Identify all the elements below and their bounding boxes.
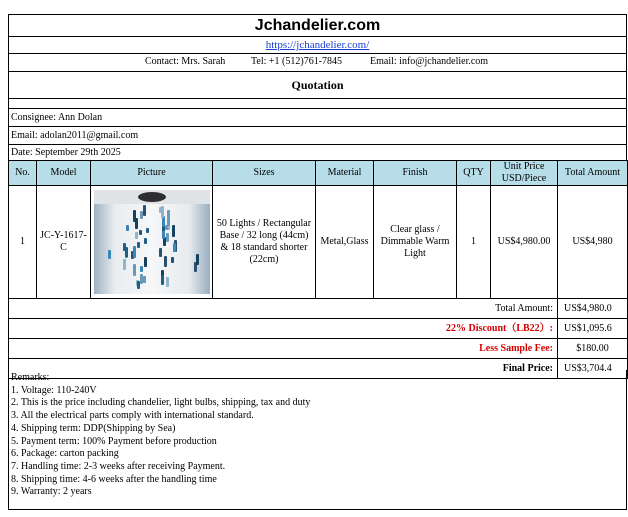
glass-drop bbox=[146, 228, 149, 233]
glass-drop bbox=[171, 257, 174, 263]
glass-drop bbox=[143, 276, 146, 283]
glass-drop bbox=[161, 206, 164, 219]
total-amount-label: Total Amount: bbox=[9, 299, 558, 319]
glass-drop bbox=[173, 243, 176, 252]
remarks-title: Remarks: bbox=[11, 372, 50, 383]
final-price-label: Final Price: bbox=[9, 359, 558, 379]
discount-row bbox=[9, 319, 628, 339]
final-price-value: US$3,704.4 bbox=[558, 359, 628, 379]
glass-drop bbox=[133, 264, 136, 276]
glass-drop bbox=[167, 217, 170, 226]
remark-item: 9. Warranty: 2 years bbox=[11, 486, 92, 498]
col-picture: Picture bbox=[91, 161, 213, 186]
col-sizes: Sizes bbox=[213, 161, 316, 186]
col-unit-price: Unit Price USD/Piece bbox=[491, 161, 558, 186]
total-amount-value: US$4,980.0 bbox=[558, 299, 628, 319]
row-no: 1 bbox=[9, 186, 37, 299]
glass-drop bbox=[162, 231, 165, 239]
sample-fee-value: $180.00 bbox=[558, 339, 628, 359]
glass-drop bbox=[166, 233, 169, 242]
contact-person: Contact: Mrs. Sarah bbox=[145, 56, 226, 67]
doc-title: Quotation bbox=[291, 77, 344, 92]
row-model: JC-Y-1617-C bbox=[37, 186, 91, 299]
row-material: Metal,Glass bbox=[316, 186, 374, 299]
website-row bbox=[8, 37, 627, 54]
row-sizes: 50 Lights / Rectangular Base / 32 long (44cm) & 18 standard shorter (22cm) bbox=[213, 186, 316, 299]
company-name: Jchandelier.com bbox=[254, 16, 381, 34]
quote-table bbox=[8, 160, 628, 379]
remark-item: 8. Shipping time: 4-6 weeks after the handling time bbox=[11, 473, 217, 485]
row-unit-price: US$4,980.00 bbox=[491, 186, 558, 299]
glass-drop bbox=[133, 246, 136, 258]
consignee-row bbox=[8, 109, 627, 127]
remark-item: 7. Handling time: 2-3 weeks after receiving Payment. bbox=[11, 460, 226, 472]
remark-item: 4. Shipping term: DDP(Shipping by Sea) bbox=[11, 422, 176, 434]
remarks-block bbox=[8, 370, 627, 510]
contact-email: Email: info@jchandelier.com bbox=[370, 56, 489, 67]
customer-email-row bbox=[8, 127, 627, 145]
glass-drop bbox=[135, 218, 138, 228]
glass-drop bbox=[140, 274, 143, 284]
doc-title-row bbox=[8, 72, 627, 99]
sample-fee-label: Less Sample Fee: bbox=[9, 339, 558, 359]
glass-drop bbox=[108, 250, 111, 259]
website-link[interactable]: https://jchandelier.com/ bbox=[265, 39, 370, 51]
glass-drop bbox=[144, 238, 147, 244]
table-header-row bbox=[9, 161, 628, 186]
col-material: Material bbox=[316, 161, 374, 186]
remark-item: 2. This is the price including chandelier, light bulbs, shipping, tax and duty bbox=[11, 397, 311, 409]
remark-item: 6. Package: carton packing bbox=[11, 448, 119, 460]
row-total: US$4,980 bbox=[558, 186, 628, 299]
glass-drop bbox=[144, 257, 147, 267]
contact-tel: Tel: +1 (512)761-7845 bbox=[251, 56, 343, 67]
row-picture bbox=[91, 186, 213, 299]
glass-drop bbox=[172, 225, 175, 238]
date-row bbox=[8, 145, 627, 161]
table-row bbox=[9, 186, 628, 299]
glass-drop bbox=[137, 242, 140, 248]
customer-email: Email: adolan2011@gmail.com bbox=[11, 130, 139, 141]
glass-drop bbox=[164, 256, 167, 268]
glass-drop bbox=[126, 225, 129, 232]
canopy bbox=[138, 192, 166, 202]
glass-drop bbox=[143, 205, 146, 216]
glass-drop bbox=[196, 254, 199, 266]
glass-drop bbox=[139, 230, 142, 235]
glass-drop bbox=[140, 266, 143, 272]
glass-drop bbox=[140, 211, 143, 219]
total-amount-row bbox=[9, 299, 628, 319]
remark-item: 1. Voltage: 110-240V bbox=[11, 384, 97, 396]
col-qty: QTY bbox=[457, 161, 491, 186]
spacer-row bbox=[8, 99, 627, 109]
glass-drop bbox=[159, 248, 162, 257]
consignee: Consignee: Ann Dolan bbox=[11, 112, 103, 123]
col-finish: Finish bbox=[374, 161, 457, 186]
discount-value: US$1,095.6 bbox=[558, 319, 628, 339]
row-finish: Clear glass / Dimmable Warm Light bbox=[374, 186, 457, 299]
glass-drop bbox=[161, 275, 164, 285]
sample-fee-row bbox=[9, 339, 628, 359]
remark-item: 3. All the electrical parts comply with international standard. bbox=[11, 410, 254, 422]
col-model: Model bbox=[37, 161, 91, 186]
col-no: No. bbox=[9, 161, 37, 186]
row-qty: 1 bbox=[457, 186, 491, 299]
discount-label: 22% Discount（LB22）: bbox=[9, 319, 558, 339]
col-total-amount: Total Amount bbox=[558, 161, 628, 186]
quote-date: Date: September 29th 2025 bbox=[11, 147, 121, 158]
glass-drop bbox=[125, 247, 128, 257]
contact-row bbox=[8, 54, 627, 72]
glass-drop bbox=[166, 277, 169, 288]
glass-drop bbox=[135, 232, 138, 239]
chandelier-photo bbox=[94, 190, 210, 294]
company-header-row bbox=[8, 14, 627, 37]
glass-drop bbox=[123, 259, 126, 270]
remark-item: 5. Payment term: 100% Payment before production bbox=[11, 435, 217, 447]
